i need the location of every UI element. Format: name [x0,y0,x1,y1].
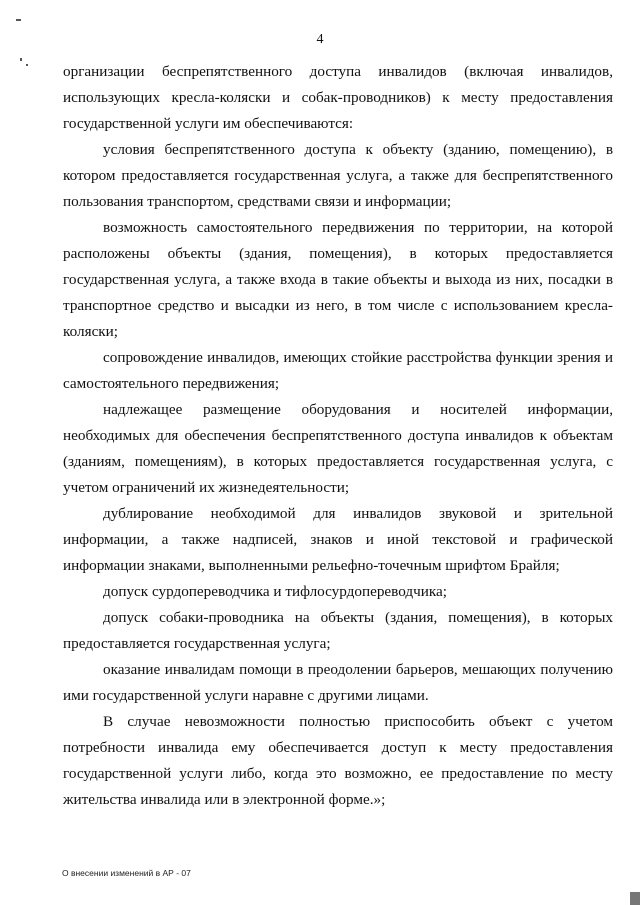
paragraph: условия беспрепятственного доступа к объекту (зданию, помещению), в котором предоставляется государственная услуга, а также для беспрепятственного пользования транспортом, средствами связи и информации; [63,141,613,210]
paragraph: дублирование необходимой для инвалидов звуковой и зрительной информации, а также надписей, знаков и иной текстовой и графической информации знаками, выполненными рельефно-точечным шрифтом Брайля; [63,505,613,574]
paragraph: возможность самостоятельного передвижения по территории, на которой расположены объекты (здания, помещения), в которых предоставляется государственная услуга, а также входа в такие объекты и выхода из них, посадки в транспортное средство и высадки из него, в том числе с использованием кресла-коляски; [63,219,613,340]
scan-artifact [16,19,21,21]
paragraph: надлежащее размещение оборудования и носителей информации, необходимых для обеспечения беспрепятственного доступа инвалидов к объектам (зданиям, помещениям), в которых предоставляется государственная услуга, с учетом ограничений их жизнедеятельности; [63,401,613,496]
scan-edge-artifact [630,892,640,905]
page-number: 4 [316,32,324,47]
paragraph: допуск собаки-проводника на объекты (здания, помещения), в которых предоставляется государственная услуга; [63,609,613,652]
paragraph: организации беспрепятственного доступа инвалидов (включая инвалидов, использующих кресла-коляски и собак-проводников) к месту предоставления государственной услуги им обеспечиваются: [63,63,613,132]
footer-note: О внесении изменений в АР - 07 [62,868,191,878]
paragraph: сопровождение инвалидов, имеющих стойкие расстройства функции зрения и самостоятельного передвижения; [63,349,613,392]
paragraph: допуск сурдопереводчика и тифлосурдопереводчика; [103,583,447,600]
scan-artifact [20,58,22,61]
paragraph: оказание инвалидам помощи в преодолении барьеров, мешающих получению ими государственной услуги наравне с другими лицами. [63,661,613,704]
scan-artifact [26,64,28,66]
document-body [63,59,613,813]
paragraph: В случае невозможности полностью приспособить объект с учетом потребности инвалида ему обеспечивается доступ к месту предоставления государственной услуги либо, когда это возможно, ее предоставление по месту жительства инвалида или в электронной форме.»; [63,713,613,808]
